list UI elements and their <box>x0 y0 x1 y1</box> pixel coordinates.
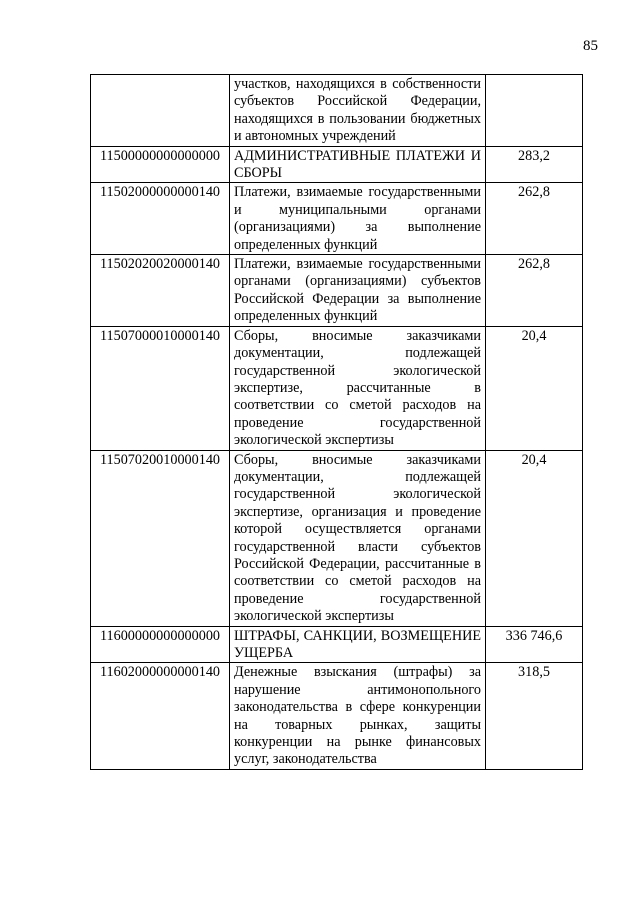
table-row <box>91 450 583 626</box>
amount-cell: 20,4 <box>486 326 583 450</box>
amount-cell: 20,4 <box>486 450 583 626</box>
budget-code-cell: 11602000000000140 <box>91 663 230 769</box>
budget-code-cell: 11500000000000000 <box>91 146 230 183</box>
revenue-name-cell: Сборы, вносимые заказчиками документации, подлежащей государственной экологической экспертизе, организация и проведение которой осуществляется органами государственной власти субъектов Российской Федерации, рассчитанные в соответствии со сметой расходов на проведение государственной экологической экспертизы <box>230 450 486 626</box>
amount-cell: 262,8 <box>486 255 583 327</box>
table-row <box>91 75 583 147</box>
page-number: 85 <box>583 38 598 54</box>
budget-revenue-table <box>90 74 583 770</box>
amount-cell <box>486 75 583 147</box>
budget-code-cell: 11507000010000140 <box>91 326 230 450</box>
table-row <box>91 663 583 769</box>
amount-cell: 283,2 <box>486 146 583 183</box>
amount-cell: 262,8 <box>486 183 583 255</box>
revenue-name-cell: Сборы, вносимые заказчиками документации, подлежащей государственной экологической экспертизе, рассчитанные в соответствии со сметой расходов на проведение государственной экологической экспертизы <box>230 326 486 450</box>
revenue-name-cell: Денежные взыскания (штрафы) за нарушение антимонопольного законодательства в сфере конкуренции на товарных рынках, защиты конкуренции на рынке финансовых услуг, законодательства <box>230 663 486 769</box>
revenue-name-cell: Платежи, взимаемые государственными и муниципальными органами (организациями) за выполнение определенных функций <box>230 183 486 255</box>
table-row <box>91 255 583 327</box>
revenue-name-cell: участков, находящихся в собственности субъектов Российской Федерации, находящихся в пользовании бюджетных и автономных учреждений <box>230 75 486 147</box>
revenue-name-cell: Платежи, взимаемые государственными органами (организациями) субъектов Российской Федерации за выполнение определенных функций <box>230 255 486 327</box>
table-row <box>91 146 583 183</box>
budget-code-cell: 11502000000000140 <box>91 183 230 255</box>
budget-code-cell: 11600000000000000 <box>91 626 230 663</box>
amount-cell: 336 746,6 <box>486 626 583 663</box>
table-row <box>91 183 583 255</box>
budget-code-cell: 11502020020000140 <box>91 255 230 327</box>
revenue-name-cell: АДМИНИСТРАТИВНЫЕ ПЛАТЕЖИ И СБОРЫ <box>230 146 486 183</box>
budget-code-cell: 11507020010000140 <box>91 450 230 626</box>
table-row <box>91 326 583 450</box>
table-row <box>91 626 583 663</box>
revenue-name-cell: ШТРАФЫ, САНКЦИИ, ВОЗМЕЩЕНИЕ УЩЕРБА <box>230 626 486 663</box>
budget-code-cell <box>91 75 230 147</box>
amount-cell: 318,5 <box>486 663 583 769</box>
